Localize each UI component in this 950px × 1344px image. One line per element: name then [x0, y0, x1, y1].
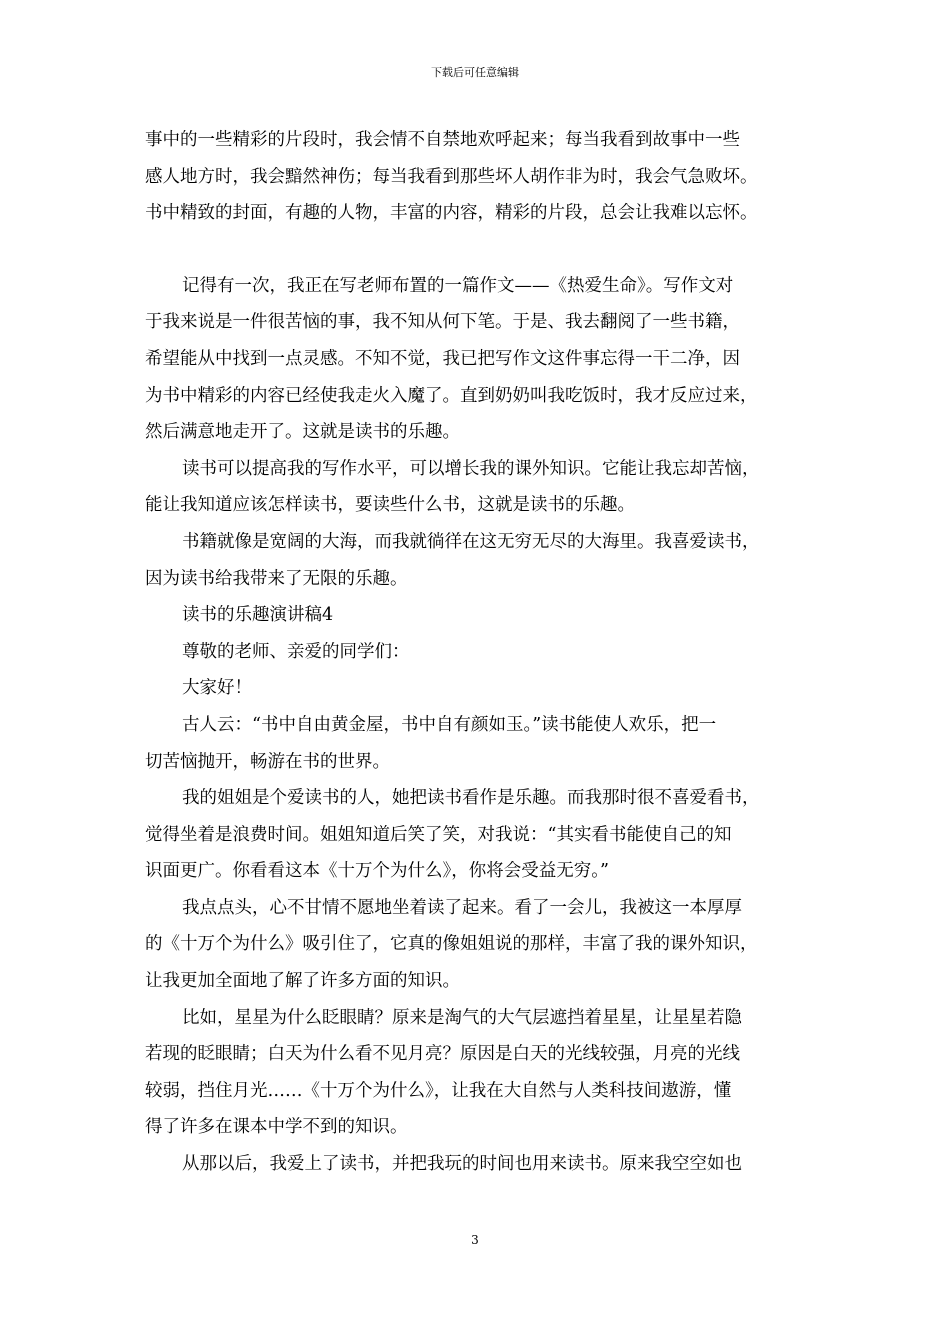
paragraph: [145, 1000, 825, 1146]
text-line: 感人地方时，我会黯然神伤；每当我看到那些坏人胡作非为时，我会气急败坏。: [145, 166, 758, 187]
text-line: 书中精致的封面，有趣的人物，丰富的内容，精彩的片段，总会让我难以忘怀。: [145, 203, 758, 224]
text-line: 较弱，挡住月光……《十万个为什么》，让我在大自然与人类科技间遨游，懂: [145, 1080, 732, 1101]
text-line: 能让我知道应该怎样读书，要读些什么书，这就是读书的乐趣。: [145, 495, 635, 516]
text-line: 书籍就像是宽阔的大海，而我就徜徉在这无穷无尽的大海里。我喜爱读书，: [182, 531, 760, 552]
document-body: [145, 122, 825, 1183]
text-line: 我点点头，心不甘情不愿地坐着读了起来。看了一会儿，我被这一本厚厚: [182, 897, 742, 918]
text-line: 记得有一次，我正在写老师布置的一篇作文——《热爱生命》。写作文对: [182, 275, 734, 296]
text-line: 的《十万个为什么》吸引住了，它真的像姐姐说的那样，丰富了我的课外知识，: [145, 934, 758, 955]
text-line: 尊敬的老师、亲爱的同学们：: [182, 641, 410, 662]
text-line: 于我来说是一件很苦恼的事，我不知从何下笔。于是、我去翻阅了一些书籍，: [145, 312, 740, 333]
paragraph: [145, 1146, 825, 1183]
text-line: 因为读书给我带来了无限的乐趣。: [145, 568, 408, 589]
text-line: 为书中精彩的内容已经使我走火入魔了。直到奶奶叫我吃饭时，我才反应过来，: [145, 385, 758, 406]
text-line: 切苦恼抛开，畅游在书的世界。: [145, 751, 390, 772]
paragraph: [145, 890, 825, 1000]
text-line: 若现的眨眼睛；白天为什么看不见月亮？原因是白天的光线较强，月亮的光线: [145, 1044, 740, 1065]
page-footer: [0, 1232, 950, 1248]
text-line: 从那以后，我爱上了读书，并把我玩的时间也用来读书。原来我空空如也: [182, 1154, 742, 1175]
text-line: 比如，星星为什么眨眼睛？原来是淘气的大气层遮挡着星星，让星星若隐: [182, 1007, 742, 1028]
salutation: [145, 634, 825, 671]
text-line: 古人云：“书中自由黄金屋，书中自有颜如玉。”读书能使人欢乐，把一: [182, 714, 717, 735]
paragraph: [145, 780, 825, 890]
text-line: 大家好！: [182, 678, 252, 699]
paragraph: [145, 451, 825, 524]
text-line: 事中的一些精彩的片段时，我会情不自禁地欢呼起来；每当我看到故事中一些: [145, 130, 740, 150]
text-line: 读书可以提高我的写作水平，可以增长我的课外知识。它能让我忘却苦恼，: [182, 458, 760, 479]
paragraph: [145, 122, 825, 232]
speech-title: [145, 597, 825, 634]
greeting: [145, 670, 825, 707]
text-line: 希望能从中找到一点灵感。不知不觉，我已把写作文这件事忘得一干二净，因: [145, 348, 740, 369]
page-number: 3: [471, 1233, 479, 1247]
text-line: 得了许多在课本中学不到的知识。: [145, 1117, 408, 1138]
paragraph: [145, 707, 825, 780]
text-line: 读书的乐趣演讲稿4: [182, 605, 334, 626]
text-line: 然后满意地走开了。这就是读书的乐趣。: [145, 422, 460, 443]
text-line: 我的姐姐是个爱读书的人，她把读书看作是乐趣。而我那时很不喜爱看书，: [182, 788, 760, 809]
paragraph: [145, 524, 825, 597]
text-line: 让我更加全面地了解了许多方面的知识。: [145, 971, 460, 992]
header-text: 下载后可任意编辑: [431, 66, 519, 79]
text-line: 觉得坐着是浪费时间。姐姐知道后笑了笑，对我说：“其实看书能使自己的知: [145, 824, 732, 845]
page-header: [0, 65, 950, 81]
paragraph: [145, 268, 825, 451]
text-line: 识面更广。你看看这本《十万个为什么》，你将会受益无穷。”: [145, 861, 609, 882]
paragraph-gap: [145, 232, 825, 268]
